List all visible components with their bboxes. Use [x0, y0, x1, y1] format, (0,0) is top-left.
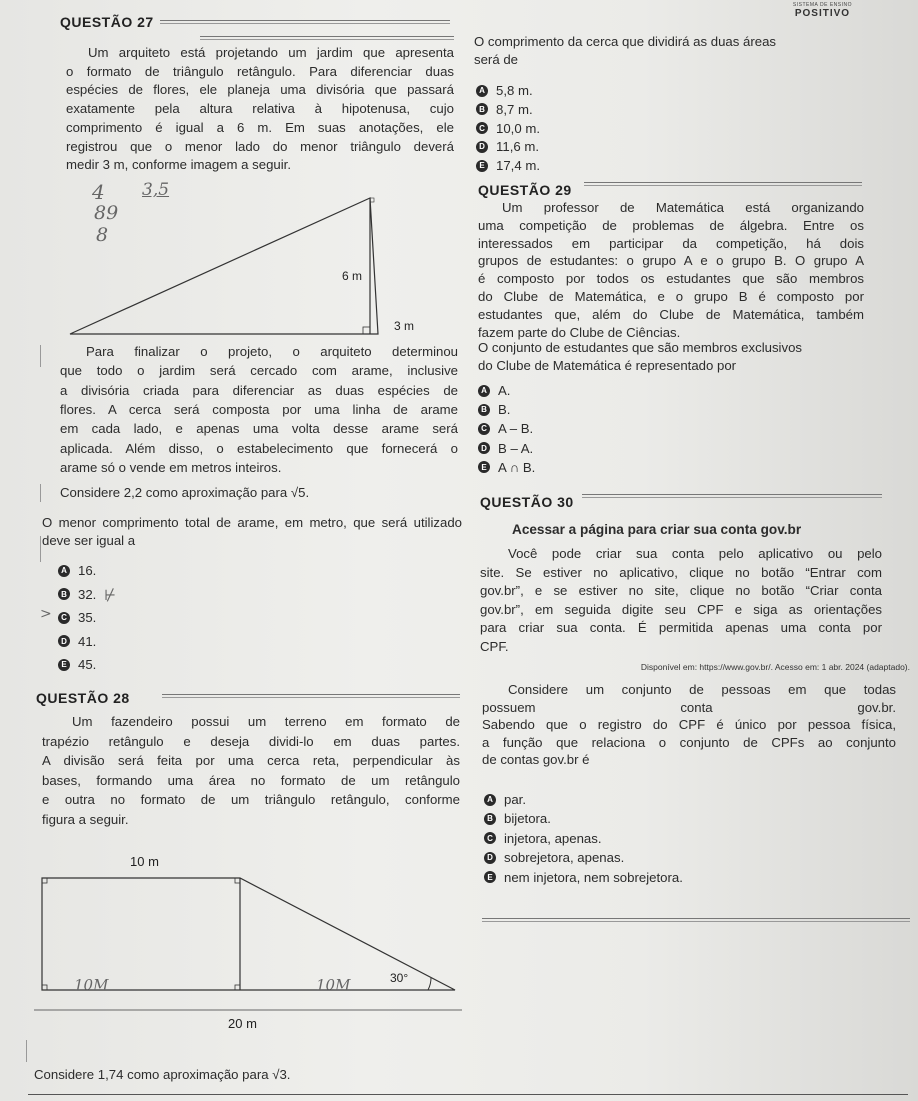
text-line: que todo o jardim será cercado com arame, inclusive [60, 363, 458, 379]
option-text: 45. [78, 657, 97, 673]
answer-option[interactable] [484, 831, 602, 846]
option-letter-badge: E [484, 871, 496, 883]
option-letter-badge: A [58, 565, 70, 577]
option-letter-badge: A [478, 385, 490, 397]
handwriting-note: 4 [92, 180, 105, 204]
answer-option[interactable] [476, 158, 540, 173]
q27-approximation: Considere 2,2 como aproximação para √5. [60, 485, 310, 500]
option-letter-badge: C [478, 423, 490, 435]
option-text: 8,7 m. [496, 101, 533, 117]
text-line: medir 3 m, conforme imagem a seguir. [66, 157, 292, 173]
right-triangle-figure [60, 190, 460, 340]
option-letter-badge: E [476, 160, 488, 172]
text-line: grupos de estudantes: o grupo A e o grupo B. O grupo A [478, 253, 864, 269]
option-text: nem injetora, nem sobrejetora. [504, 869, 683, 885]
margin-rule [40, 536, 41, 562]
text-line: espécies de flores, ele planeja uma divisória que passará [66, 82, 454, 98]
right-angle-mark [235, 985, 240, 990]
text-line: Você pode criar sua conta pelo aplicativo ou pelo [508, 546, 882, 561]
right-angle-mark [42, 985, 47, 990]
text-line: Um fazendeiro possui um terreno em formato de [72, 714, 460, 729]
text-line: arame só o vende em metros inteiros. [60, 459, 282, 475]
answer-option[interactable] [58, 587, 96, 602]
answer-option[interactable] [476, 139, 539, 154]
option-text: A ∩ B. [498, 459, 536, 475]
q27b-question-line: O comprimento da cerca que dividirá as duas áreas [474, 34, 776, 49]
q28-approximation: Considere 1,74 como aproximação para √3. [34, 1067, 291, 1082]
answer-option[interactable] [484, 870, 683, 885]
q30-source: Disponível em: https://www.gov.br/. Acesso em: 1 abr. 2024 (adaptado). [640, 662, 910, 672]
text-line: comprimento é igual a 6 m. Em suas anotações, ele [66, 119, 454, 135]
text-line: para criar sua conta. É permitida apenas uma conta por [480, 620, 882, 636]
answer-option[interactable] [58, 610, 96, 625]
q29-question-line: do Clube de Matemática é representado por [478, 358, 737, 374]
q30-end-rule [482, 918, 910, 922]
q29-question [478, 339, 876, 375]
text-line: fazem parte do Clube de Ciências. [478, 324, 681, 340]
answer-option[interactable] [478, 383, 510, 398]
text-line: e outra no formato de um triângulo retângulo, conforme [42, 792, 460, 808]
option-text: 32. [78, 586, 97, 602]
option-text: 5,8 m. [496, 83, 533, 98]
handwriting-note: 3,5 [142, 180, 170, 200]
option-letter-badge: A [476, 85, 488, 97]
text-line: a divisória criada para diferenciar as duas espécies de [60, 382, 458, 398]
right-angle-mark [363, 327, 370, 334]
text-line: Para finalizar o projeto, o arquiteto determinou [86, 344, 458, 359]
option-text: 10,0 m. [496, 120, 540, 136]
text-line: flores. A cerca será composta por uma linha de arame [60, 401, 458, 417]
text-line: é composto por todos os estudantes que são membros [478, 271, 864, 287]
margin-rule [40, 484, 41, 502]
text-line: site. Se estiver no aplicativo, clique no botão “Entrar com [480, 564, 882, 580]
margin-rule [26, 1040, 27, 1062]
option-letter-badge: A [484, 794, 496, 806]
brand-tagline: SISTEMA DE ENSINO [792, 2, 852, 8]
q27b-question [474, 33, 866, 69]
text-line: registrou que o menor lado do menor triângulo deverá [66, 138, 454, 154]
option-letter-badge: D [58, 635, 70, 647]
q29-title: QUESTÃO 29 [478, 182, 572, 198]
q28-title: QUESTÃO 28 [36, 690, 130, 706]
answer-option[interactable] [478, 460, 535, 475]
answer-option[interactable] [484, 850, 624, 865]
right-angle-mark [42, 878, 47, 883]
option-letter-badge: E [478, 461, 490, 473]
answer-option[interactable] [58, 634, 96, 649]
bottom-base-label: 20 m [228, 1016, 257, 1031]
option-text: 11,6 m. [496, 139, 540, 155]
base-label: 3 m [394, 319, 415, 333]
trapezoid-figure [30, 850, 470, 1050]
text-line: gov.br”, e se estiver no site, clique no botão “Criar conta [480, 583, 882, 599]
height-label: 6 m [342, 269, 363, 283]
handwriting-note: 8 [96, 224, 109, 246]
answer-option[interactable] [478, 441, 533, 456]
option-letter-badge: E [58, 659, 70, 671]
option-text: A. [498, 383, 511, 398]
handwriting-note: 10M [74, 976, 109, 994]
option-text: bijetora. [504, 811, 551, 827]
option-letter-badge: D [484, 852, 496, 864]
option-letter-badge: B [478, 404, 490, 416]
answer-option[interactable] [478, 402, 510, 417]
option-letter-badge: D [478, 442, 490, 454]
q30-title: QUESTÃO 30 [480, 494, 574, 510]
q27-question: O menor comprimento total de arame, em metro, que será utilizado deve ser igual a [42, 515, 462, 549]
brand-name: POSITIVO [794, 8, 851, 19]
q30-title-rule [582, 494, 882, 498]
option-text: 16. [78, 563, 97, 578]
text-line: bases, formando uma área no formato de um retângulo [42, 772, 460, 788]
q27-title-rule [160, 20, 450, 24]
text-line: Um professor de Matemática está organizando [502, 200, 864, 215]
text-line: Considere um conjunto de pessoas em que todas [508, 682, 896, 697]
option-text: injetora, apenas. [504, 830, 602, 846]
page-bottom-rule [28, 1094, 908, 1095]
option-letter-badge: D [476, 141, 488, 153]
option-text: B. [498, 402, 511, 418]
text-line: em cada lado, e apenas uma volta desse arame será [60, 421, 458, 437]
option-letter-badge: C [476, 122, 488, 134]
q27-title-rule-2 [200, 36, 454, 40]
text-line: do Clube de Matemática, e o grupo B é composto por [478, 289, 864, 304]
text-line: uma competição de problemas de álgebra. Entre os [478, 217, 864, 233]
text-line: estudantes que, além do Clube de Matemática, também [478, 306, 864, 322]
answer-option[interactable] [476, 121, 540, 136]
option-text: A – B. [498, 421, 534, 437]
text-line: aplicada. Além disso, o estabelecimento que fornecerá o [60, 440, 458, 456]
q30-box-title: Acessar a página para criar sua conta gov.br [512, 522, 802, 537]
text-line: figura a seguir. [42, 812, 129, 827]
answer-option[interactable] [58, 563, 96, 578]
handwriting-note: 89 [94, 202, 119, 224]
angle-arc [428, 977, 431, 990]
answer-option[interactable] [476, 102, 533, 117]
handwriting-mark: > [40, 606, 52, 622]
text-line: a função que relaciona o conjunto de CPFs ao conjunto [482, 734, 896, 750]
option-letter-badge: B [476, 103, 488, 115]
text-line: CPF. [480, 639, 509, 654]
q28-title-rule [162, 694, 460, 698]
answer-option[interactable] [58, 657, 96, 672]
text-line: interessados em participar da competição, há dois [478, 235, 864, 251]
q29-question-line: O conjunto de estudantes que são membros exclusivos [478, 340, 803, 355]
answer-option[interactable] [478, 421, 533, 436]
text-line: gov.br”, em seguida digite seu CPF e siga as orientações [480, 601, 882, 617]
text-line: Um arquiteto está projetando um jardim que apresenta [88, 45, 454, 60]
option-text: par. [504, 792, 526, 807]
brand-logo [793, 2, 852, 19]
right-angle-mark [235, 878, 240, 883]
answer-option[interactable] [484, 811, 551, 826]
handwriting-note: 10M [316, 976, 351, 994]
q27b-question-line: será de [474, 52, 518, 68]
option-letter-badge: C [484, 832, 496, 844]
text-line: Sabendo que o registro do CPF é único por pessoa física, [482, 717, 896, 733]
option-text: sobrejetora, apenas. [504, 850, 625, 866]
triangle-outline [70, 198, 378, 334]
text-line: de contas gov.br é [482, 752, 590, 768]
text-line: exatamente pela altura relativa à hipotenusa, cujo [66, 101, 454, 117]
answer-option[interactable] [476, 83, 533, 98]
option-text: 17,4 m. [496, 158, 540, 174]
handwriting-mark: ⊬ [104, 588, 117, 604]
text-line: possuem conta gov.br. [482, 699, 896, 715]
text-line: A divisão será feita por uma cerca reta, perpendicular às [42, 753, 460, 769]
q29-title-rule [584, 182, 862, 186]
margin-rule [40, 345, 41, 367]
top-base-label: 10 m [130, 854, 159, 869]
text-line: o formato de triângulo retângulo. Para diferenciar duas [66, 63, 454, 79]
option-text: 41. [78, 633, 97, 649]
angle-label: 30° [390, 971, 409, 985]
q27-title: QUESTÃO 27 [60, 14, 154, 30]
option-letter-badge: B [58, 588, 70, 600]
answer-option[interactable] [484, 792, 526, 807]
text-line: trapézio retângulo e deseja dividi-lo em duas partes. [42, 733, 460, 749]
option-letter-badge: C [58, 612, 70, 624]
option-text: 35. [78, 610, 97, 626]
option-text: B – A. [498, 440, 534, 456]
option-letter-badge: B [484, 813, 496, 825]
